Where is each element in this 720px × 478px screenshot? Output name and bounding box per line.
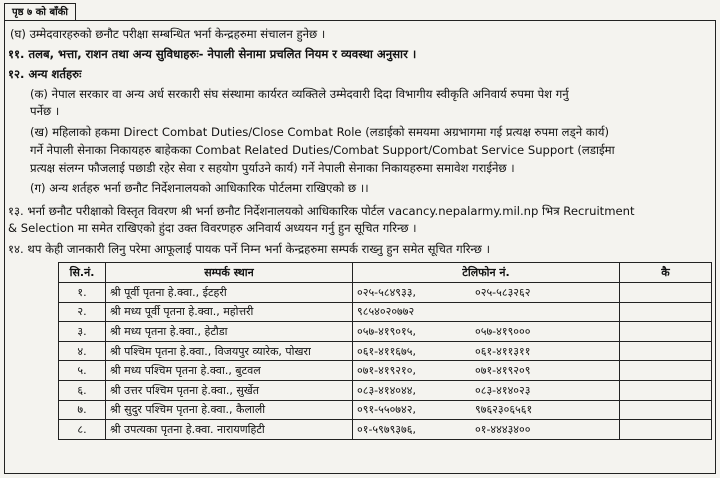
condition-ga: (ग) अन्य शर्तहरु भर्ना छनौट निर्देशनालयको आधिकारिक पोर्टलमा राखिएको छ ।। (30, 181, 369, 195)
phone-primary: ०९१-५५०७४२, (357, 403, 416, 417)
page-continuation-tab: पृष्ठ ७ को बाँकी (4, 3, 76, 21)
phone-secondary: ०२५-५८३२६२ (475, 285, 531, 299)
row-sn: २. (59, 302, 106, 322)
row-phone (353, 283, 620, 303)
row-place: श्री मध्य पृतना हे.क्वा., हेटौडा (106, 322, 353, 342)
table-row (59, 420, 712, 440)
table-header-row (59, 263, 712, 283)
section-13-details: १३. भर्ना छनौट परीक्षाको विस्तृत विवरण श्री भर्ना छनौट निर्देशनालयको आधिकारिक पोर्टल vacancy.nepalarmy.mil.np भित्र Recruitment (8, 204, 635, 218)
condition-kha: (ख) महिलाको हकमा Direct Combat Duties/Close Combat Role (लडाईको समयमा अग्रभागमा गई प्रत्यक्ष रुपमा लड्ने कार्य) (30, 125, 610, 139)
phone-secondary: ०८३-४१४०२३ (475, 383, 531, 397)
phone-primary: ०५७-४१९०१५, (357, 324, 416, 338)
row-phone (353, 400, 620, 420)
row-sn: ७. (59, 400, 106, 420)
phone-primary: ०८३-४१४०४४, (357, 383, 416, 397)
row-place: श्री उपत्यका पृतना हे.क्वा. नारायणहिटी (106, 420, 353, 440)
row-remark (620, 380, 712, 400)
row-sn: ४. (59, 341, 106, 361)
row-sn: १. (59, 283, 106, 303)
row-phone (353, 302, 620, 322)
table-row (59, 322, 712, 342)
row-sn: ५. (59, 361, 106, 381)
phone-secondary: ९७६२३०६५६१ (475, 403, 533, 417)
phone-primary: ०७१-४१९२१०, (357, 364, 416, 378)
header-place: सम्पर्क स्थान (106, 263, 353, 283)
row-place: श्री मध्य पूर्वी पृतना हे.क्वा., महोत्तरी (106, 302, 353, 322)
row-phone (353, 380, 620, 400)
row-phone (353, 322, 620, 342)
phone-secondary: ०५७-४१९००० (475, 324, 531, 338)
phone-primary: ९८५४०२०७७२ (357, 305, 415, 319)
contact-table (58, 262, 712, 440)
row-phone (353, 420, 620, 440)
row-phone (353, 361, 620, 381)
condition-ka: (क) नेपाल सरकार वा अन्य अर्ध सरकारी संघ संस्थामा कार्यरत व्यक्तिले उम्मेदवारी दिदा विभागीय स्वीकृति अनिवार्य रुपमा पेश गर्नु (30, 87, 569, 101)
row-remark (620, 302, 712, 322)
row-remark (620, 322, 712, 342)
section-14-contact: १४. थप केही जानकारी लिनु परेमा आफूलाई पायक पर्ने निम्न भर्ना केन्द्रहरुमा सम्पर्क राख्नु हुन समेत सूचित गरिन्छ । (8, 242, 490, 256)
phone-primary: ०१-५९७९३७६, (357, 422, 416, 436)
row-phone (353, 341, 620, 361)
condition-ka-cont: पर्नेछ । (30, 104, 60, 118)
row-remark (620, 420, 712, 440)
table-row (59, 400, 712, 420)
row-place: श्री उत्तर पश्चिम पृतना हे.क्वा., सुर्खेत (106, 380, 353, 400)
section-11-salary: ११. तलब, भत्ता, राशन तथा अन्य सुविधाहरुः- नेपाली सेनामा प्रचलित नियम र व्यवस्था अनुसार । (8, 47, 417, 61)
row-remark (620, 361, 712, 381)
row-sn: ६. (59, 380, 106, 400)
row-place: श्री पूर्वी पृतना हे.क्वा., ईटहरी (106, 283, 353, 303)
header-phone: टेलिफोन नं. (353, 263, 620, 283)
row-remark (620, 341, 712, 361)
row-remark (620, 400, 712, 420)
row-place: श्री सुदुर पश्चिम पृतना हे.क्वा., कैलाली (106, 400, 353, 420)
item-gha: (घ) उम्मेदवारहरुको छनौट परीक्षा सम्बन्धित भर्ना केन्द्रहरुमा संचालन हुनेछ । (10, 27, 326, 41)
table-row (59, 302, 712, 322)
table-row (59, 380, 712, 400)
condition-kha-cont2: प्रत्यक्ष संलग्न फौजलाई पछाडी रहेर सेवा र सहयोग पुर्याउने कार्य) गर्ने नेपाली सेनाका निकायहरुमा समावेश गराईनेछ । (30, 161, 515, 175)
row-place: श्री मध्य पश्चिम पृतना हे.क्वा., बुटवल (106, 361, 353, 381)
row-place: श्री पश्चिम पृतना हे.क्वा., विजयपुर व्यारेक, पोखरा (106, 341, 353, 361)
phone-primary: ०६१-४११६७५, (357, 344, 416, 358)
row-sn: ८. (59, 420, 106, 440)
header-remark: कै (620, 263, 712, 283)
table-row (59, 341, 712, 361)
phone-primary: ०२५-५८४९३३, (357, 285, 416, 299)
row-remark (620, 283, 712, 303)
phone-secondary: ०७१-४१९२०९ (475, 364, 531, 378)
table-row (59, 283, 712, 303)
section-13-cont: & Selection मा समेत राखिएको हुंदा उक्त विवरणहरु अनिवार्य अध्ययन गर्नु हुन सूचित गरिन्छ । (8, 221, 417, 235)
section-12-other-conditions: १२. अन्य शर्तहरुः (8, 67, 82, 81)
header-sn: सि.नं. (59, 263, 106, 283)
table-row (59, 361, 712, 381)
phone-secondary: ०१-४४४३४०० (475, 422, 531, 436)
condition-kha-cont1: गर्ने नेपाली सेनाका निकायहरु बाहेकका Combat Related Duties/Combat Support/Combat Service Support (लडाईमा (30, 143, 615, 157)
phone-secondary: ०६१-४११३११ (475, 344, 531, 358)
row-sn: ३. (59, 322, 106, 342)
